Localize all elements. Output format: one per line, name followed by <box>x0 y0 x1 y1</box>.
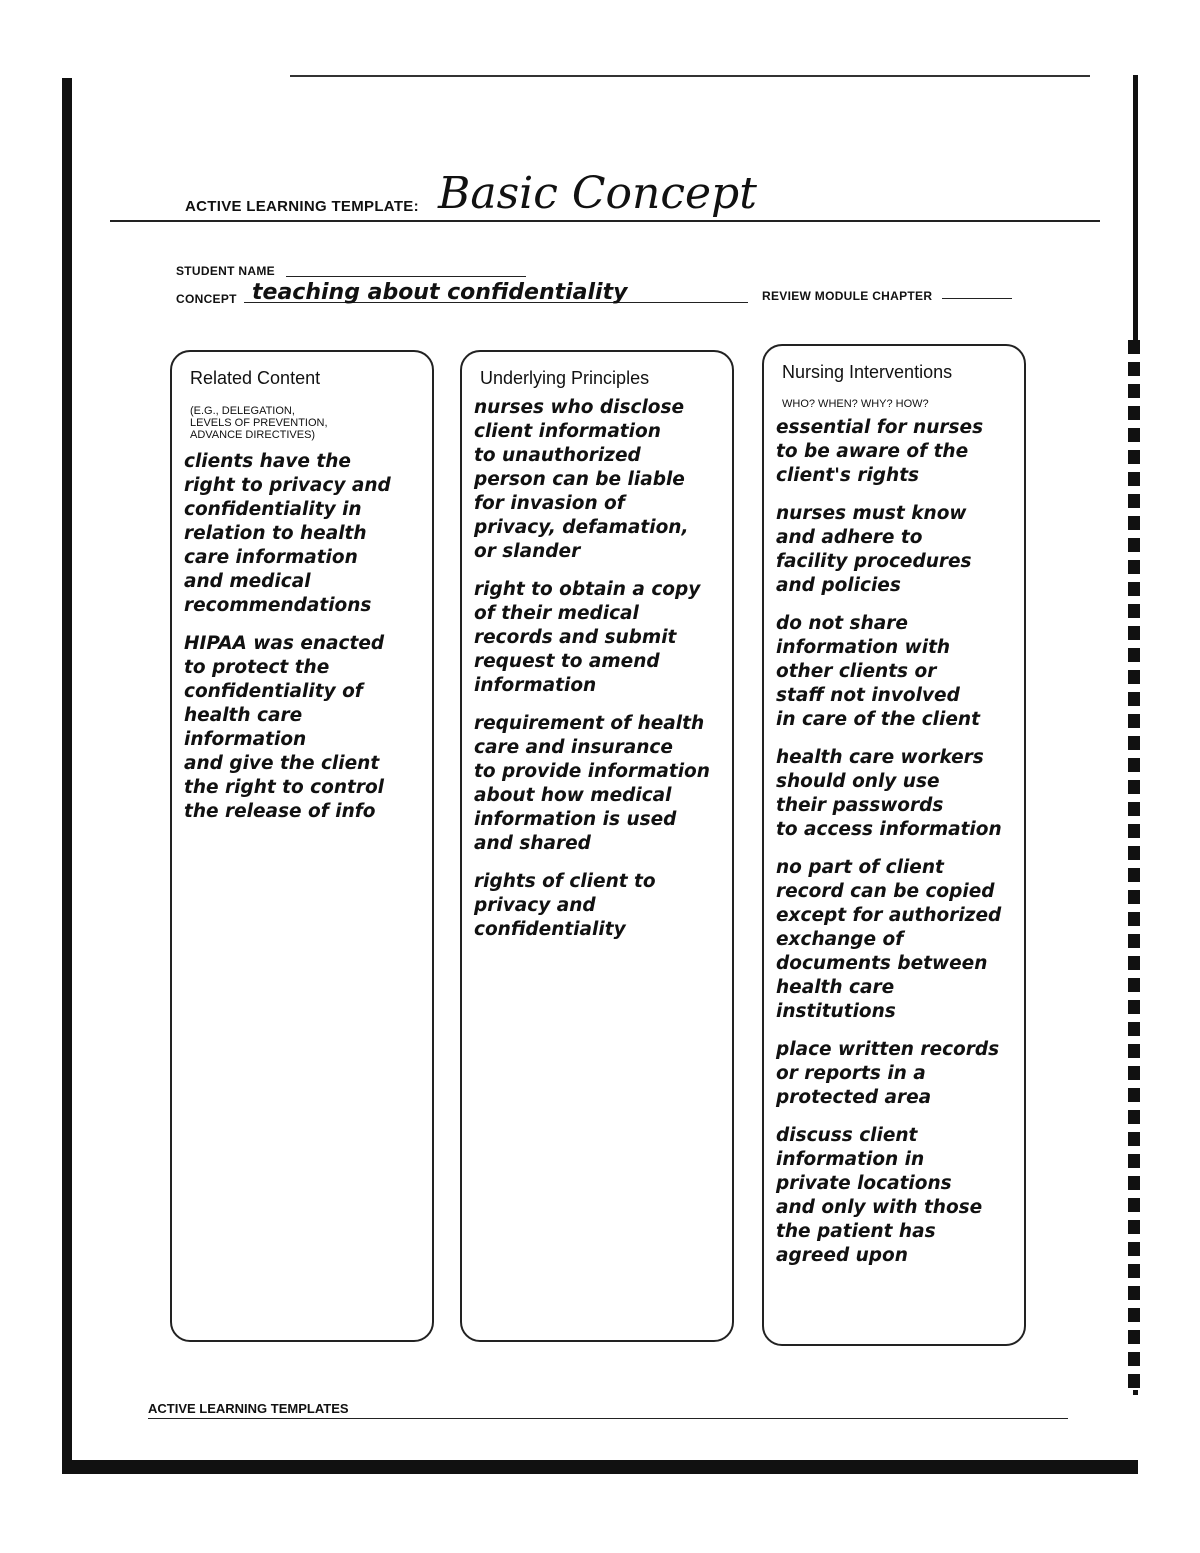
related-entry: HIPAA was enacted to protect the confidentiality of health care information and give the client the right to control the release of info <box>184 633 385 822</box>
principle-entry: rights of client to privacy and confidentiality <box>474 871 656 940</box>
student-name-field[interactable] <box>286 262 526 277</box>
related-content-examples: (E.G., DELEGATION, LEVELS OF PREVENTION, ADVANCE DIRECTIVES) <box>190 405 328 441</box>
principle-entry: nurses who disclose client information to unauthorized person can be liable for invasion of privacy, defamation, or slander <box>474 397 689 562</box>
intervention-entry: no part of client record can be copied except for authorized exchange of documents between health care institutions <box>776 857 1002 1022</box>
review-module-field[interactable] <box>942 284 1012 299</box>
principle-entry: right to obtain a copy of their medical records and submit request to amend information <box>474 579 701 696</box>
related-content-entries <box>184 450 426 838</box>
scan-edge-bottom <box>62 1460 1138 1474</box>
underlying-principles-title: Underlying Principles <box>480 368 650 388</box>
underlying-principles-entries <box>474 396 726 956</box>
intervention-entry: nurses must know and adhere to facility procedures and policies <box>776 503 972 596</box>
nursing-interventions-panel <box>762 344 1026 1346</box>
principle-entry: requirement of health care and insurance to provide information about how medical information is used and shared <box>474 713 710 854</box>
template-label: ACTIVE LEARNING TEMPLATE: <box>185 198 419 215</box>
footer-label: ACTIVE LEARNING TEMPLATES <box>148 1401 349 1416</box>
intervention-entry: essential for nurses to be aware of the client's rights <box>776 417 984 486</box>
related-entry: clients have the right to privacy and confidentiality in relation to health care information and medical recommendations <box>184 451 391 616</box>
scan-edge-left <box>62 78 72 1473</box>
concept-label: CONCEPT <box>176 292 237 306</box>
top-rule <box>290 75 1090 77</box>
footer-rule <box>148 1418 1068 1419</box>
intervention-entry: do not share information with other clients or staff not involved in care of the client <box>776 613 980 730</box>
related-content-panel <box>170 350 434 1342</box>
template-header <box>110 168 1100 222</box>
intervention-entry: health care workers should only use their passwords to access information <box>776 747 1002 840</box>
student-name-label: STUDENT NAME <box>176 264 275 278</box>
concept-value: teaching about confidentiality <box>252 280 628 305</box>
review-module-label: REVIEW MODULE CHAPTER <box>762 289 933 303</box>
intervention-entry: place written records or reports in a protected area <box>776 1039 1000 1108</box>
related-content-title: Related Content <box>190 368 321 388</box>
nursing-interventions-prompts: WHO? WHEN? WHY? HOW? <box>782 398 929 410</box>
spiral-perforation <box>1128 340 1140 1390</box>
intervention-entry: discuss client information in private locations and only with those the patient has agreed upon <box>776 1125 983 1266</box>
nursing-interventions-title: Nursing Interventions <box>782 362 953 382</box>
nursing-interventions-entries <box>776 416 1018 1282</box>
underlying-principles-panel <box>460 350 734 1342</box>
template-title: Basic Concept <box>438 168 757 219</box>
